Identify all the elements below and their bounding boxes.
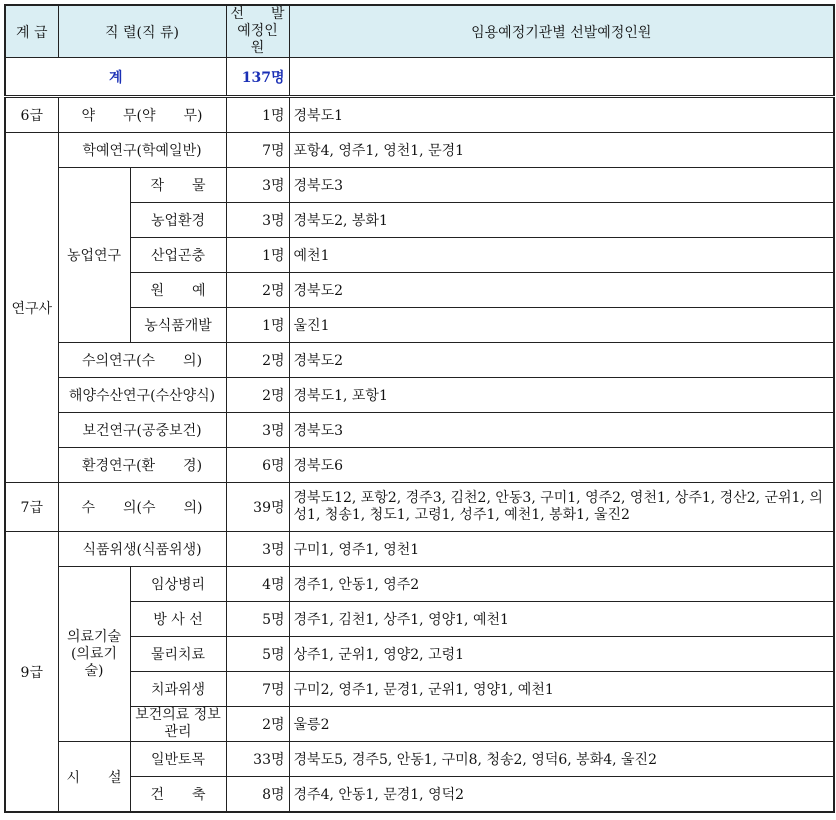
agencies-cell: 경북도5, 경주5, 안동1, 구미8, 청송2, 영덕6, 봉화4, 울진2 <box>289 742 834 777</box>
header-count <box>226 5 289 58</box>
grade-cell: 연구사 <box>5 133 58 483</box>
grade-cell: 9급 <box>5 532 58 813</box>
agencies-cell: 경주1, 안동1, 영주2 <box>289 567 834 602</box>
subseries-cell: 보건의료 정보관리 <box>130 707 226 742</box>
agencies-cell: 경북도1, 포항1 <box>289 378 834 413</box>
count-cell: 2명 <box>226 343 289 378</box>
count-cell: 33명 <box>226 742 289 777</box>
count-cell: 6명 <box>226 448 289 483</box>
table-row <box>5 343 834 378</box>
table-row <box>5 483 834 532</box>
count-cell: 2명 <box>226 273 289 308</box>
count-cell: 4명 <box>226 567 289 602</box>
header-count-bottom: 예정인원 <box>237 23 278 56</box>
agencies-cell: 경북도1 <box>289 97 834 133</box>
agencies-cell: 상주1, 군위1, 영양2, 고령1 <box>289 637 834 672</box>
total-agencies <box>289 58 834 97</box>
agencies-cell: 경북도2 <box>289 273 834 308</box>
grade-cell: 7급 <box>5 483 58 532</box>
series-cell: 농업연구 <box>58 168 130 343</box>
table-row <box>5 378 834 413</box>
subseries-cell: 산업곤충 <box>130 238 226 273</box>
subseries-cell: 건 축 <box>130 777 226 813</box>
table-row <box>5 203 834 238</box>
subseries-cell: 원 예 <box>130 273 226 308</box>
agencies-cell: 경주1, 김천1, 상주1, 영양1, 예천1 <box>289 602 834 637</box>
series-cell: 보건연구(공중보건) <box>58 413 226 448</box>
count-cell: 1명 <box>226 308 289 343</box>
table-row <box>5 238 834 273</box>
subseries-cell: 일반토목 <box>130 742 226 777</box>
table-row <box>5 448 834 483</box>
count-cell: 1명 <box>226 238 289 273</box>
table-row <box>5 97 834 133</box>
count-cell: 7명 <box>226 672 289 707</box>
agencies-cell: 구미2, 영주1, 문경1, 군위1, 영양1, 예천1 <box>289 672 834 707</box>
recruitment-table <box>4 4 835 813</box>
series-cell: 의료기술 (의료기술) <box>58 567 130 742</box>
total-label: 계 <box>5 58 226 97</box>
series-cell: 시 설 <box>58 742 130 813</box>
table-row <box>5 308 834 343</box>
header-series: 직 렬(직 류) <box>58 5 226 58</box>
header-row <box>5 5 834 58</box>
agencies-cell: 예천1 <box>289 238 834 273</box>
subseries-cell: 작 물 <box>130 168 226 203</box>
header-count-top-left: 선 <box>230 6 245 22</box>
table-row <box>5 602 834 637</box>
series-cell: 수 의(수 의) <box>58 483 226 532</box>
subseries-cell: 방 사 선 <box>130 602 226 637</box>
count-cell: 2명 <box>226 378 289 413</box>
table-row <box>5 567 834 602</box>
subseries-cell: 농식품개발 <box>130 308 226 343</box>
subseries-cell: 물리치료 <box>130 637 226 672</box>
header-count-top-right: 발 <box>270 6 285 22</box>
agencies-cell: 경북도6 <box>289 448 834 483</box>
agencies-cell: 경북도3 <box>289 413 834 448</box>
series-cell: 약 무(약 무) <box>58 97 226 133</box>
count-cell: 7명 <box>226 133 289 168</box>
count-cell: 3명 <box>226 413 289 448</box>
header-grade: 계 급 <box>5 5 58 58</box>
series-cell: 환경연구(환 경) <box>58 448 226 483</box>
table-row <box>5 742 834 777</box>
table-row <box>5 273 834 308</box>
header-agencies: 임용예정기관별 선발예정인원 <box>289 5 834 58</box>
subseries-cell: 치과위생 <box>130 672 226 707</box>
agencies-cell: 울진1 <box>289 308 834 343</box>
count-cell: 5명 <box>226 637 289 672</box>
agencies-cell: 구미1, 영주1, 영천1 <box>289 532 834 567</box>
table-row <box>5 637 834 672</box>
series-cell: 학예연구(학예일반) <box>58 133 226 168</box>
total-row <box>5 58 834 97</box>
subseries-cell: 농업환경 <box>130 203 226 238</box>
agencies-cell: 경북도3 <box>289 168 834 203</box>
total-count: 137명 <box>226 58 289 97</box>
series-cell: 수의연구(수 의) <box>58 343 226 378</box>
count-cell: 3명 <box>226 532 289 567</box>
table-row <box>5 413 834 448</box>
table-row <box>5 707 834 742</box>
count-cell: 8명 <box>226 777 289 813</box>
grade-cell: 6급 <box>5 97 58 133</box>
subseries-cell: 임상병리 <box>130 567 226 602</box>
table-row <box>5 168 834 203</box>
table-row <box>5 672 834 707</box>
count-cell: 39명 <box>226 483 289 532</box>
agencies-cell: 울릉2 <box>289 707 834 742</box>
count-cell: 3명 <box>226 168 289 203</box>
count-cell: 3명 <box>226 203 289 238</box>
agencies-cell: 포항4, 영주1, 영천1, 문경1 <box>289 133 834 168</box>
table-row <box>5 777 834 813</box>
agencies-cell: 경북도2 <box>289 343 834 378</box>
table-row <box>5 532 834 567</box>
count-cell: 1명 <box>226 97 289 133</box>
agencies-cell: 경북도2, 봉화1 <box>289 203 834 238</box>
agencies-cell: 경북도12, 포항2, 경주3, 김천2, 안동3, 구미1, 영주2, 영천1, 상주1, 경산2, 군위1, 의성1, 청송1, 청도1, 고령1, 성주1, 예천1, 봉화1, 울진2 <box>289 483 834 532</box>
series-cell: 식품위생(식품위생) <box>58 532 226 567</box>
count-cell: 5명 <box>226 602 289 637</box>
agencies-cell: 경주4, 안동1, 문경1, 영덕2 <box>289 777 834 813</box>
series-cell: 해양수산연구(수산양식) <box>58 378 226 413</box>
count-cell: 2명 <box>226 707 289 742</box>
table-row <box>5 133 834 168</box>
